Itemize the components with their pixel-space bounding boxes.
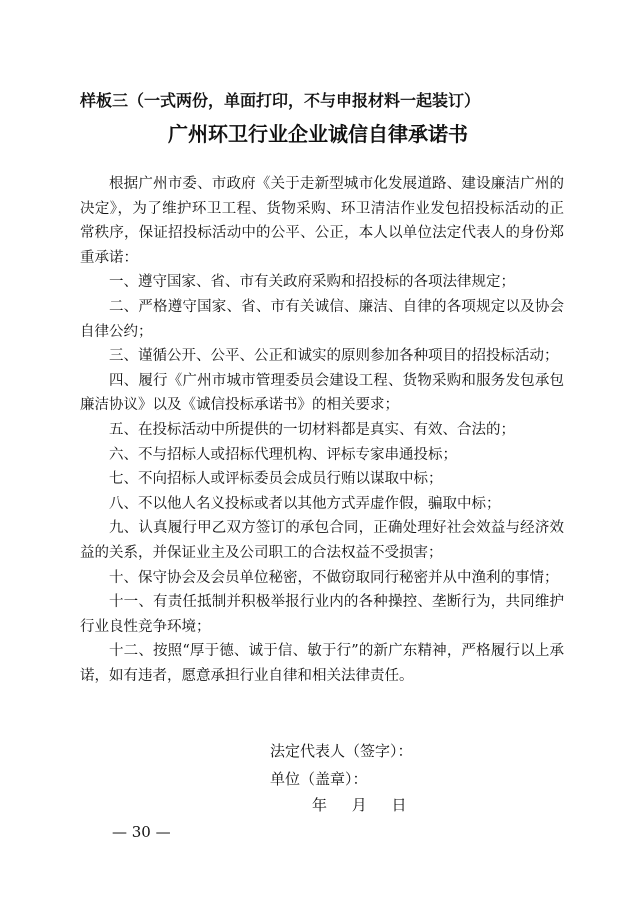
commitment-item-2: 二、严格遵守国家、省、市有关诚信、廉洁、自律的各项规定以及协会自律公约； bbox=[80, 298, 564, 340]
date-line: 年 月 日 bbox=[312, 796, 407, 814]
commitment-item-6: 六、不与招标人或招标代理机构、评标专家串通投标； bbox=[109, 446, 457, 463]
commitment-item-11: 十一、有责任抵制并积极举报行业内的各种操控、垄断行为，共同维护行业良性竞争环境； bbox=[80, 594, 564, 635]
commitment-item-7: 七、不向招标人或评标委员会成员行贿以谋取中标； bbox=[109, 471, 443, 488]
commitment-item-10: 十、保守协会及会员单位秘密，不做窃取同行秘密并从中渔利的事情； bbox=[109, 569, 559, 586]
document-title: 广州环卫行业企业诚信自律承诺书 bbox=[168, 122, 468, 146]
commitment-item-12: 十二、按照“厚于德、诚于信、敏于行”的新广东精神，严格履行以上承诺，如有违者，愿意承担行业自律和相关法律责任。 bbox=[80, 643, 564, 684]
template-label: 样板三（一式两份，单面打印，不与申报材料一起装订） bbox=[80, 91, 481, 110]
page-number: — 30 — bbox=[112, 823, 171, 841]
commitment-item-9: 九、认真履行甲乙双方签订的承包合同，正确处理好社会效益与经济效益的关系，并保证业主及公司职工的合法权益不受损害； bbox=[80, 520, 564, 561]
commitment-item-5: 五、在投标活动中所提供的一切材料都是真实、有效、合法的； bbox=[109, 421, 515, 438]
commitment-item-4: 四、履行《广州市城市管理委员会建设工程、货物采购和服务发包承包廉洁协议》以及《诚信投标承诺书》的相关要求； bbox=[80, 372, 564, 414]
intro-paragraph: 根据广州市委、市政府《关于走新型城市化发展道路、建设廉洁广州的决定》，为了维护环卫工程、货物采购、环卫清洁作业发包招投标活动的正常秩序，保证招投标活动中的公平、公正，本人以单位法定代表人的身份郑重承诺： bbox=[80, 176, 564, 266]
commitment-item-3: 三、谨循公开、公平、公正和诚实的原则参加各种项目的招投标活动； bbox=[109, 348, 559, 365]
commitment-item-8: 八、不以他人名义投标或者以其他方式弄虚作假，骗取中标； bbox=[109, 495, 501, 512]
commitment-item-1: 一、遵守国家、省、市有关政府采购和招投标的各项法律规定； bbox=[109, 274, 515, 291]
commitment-body bbox=[80, 172, 564, 688]
legal-representative-signature-label: 法定代表人（签字）： bbox=[270, 742, 413, 760]
unit-seal-label: 单位（盖章）： bbox=[270, 770, 368, 788]
